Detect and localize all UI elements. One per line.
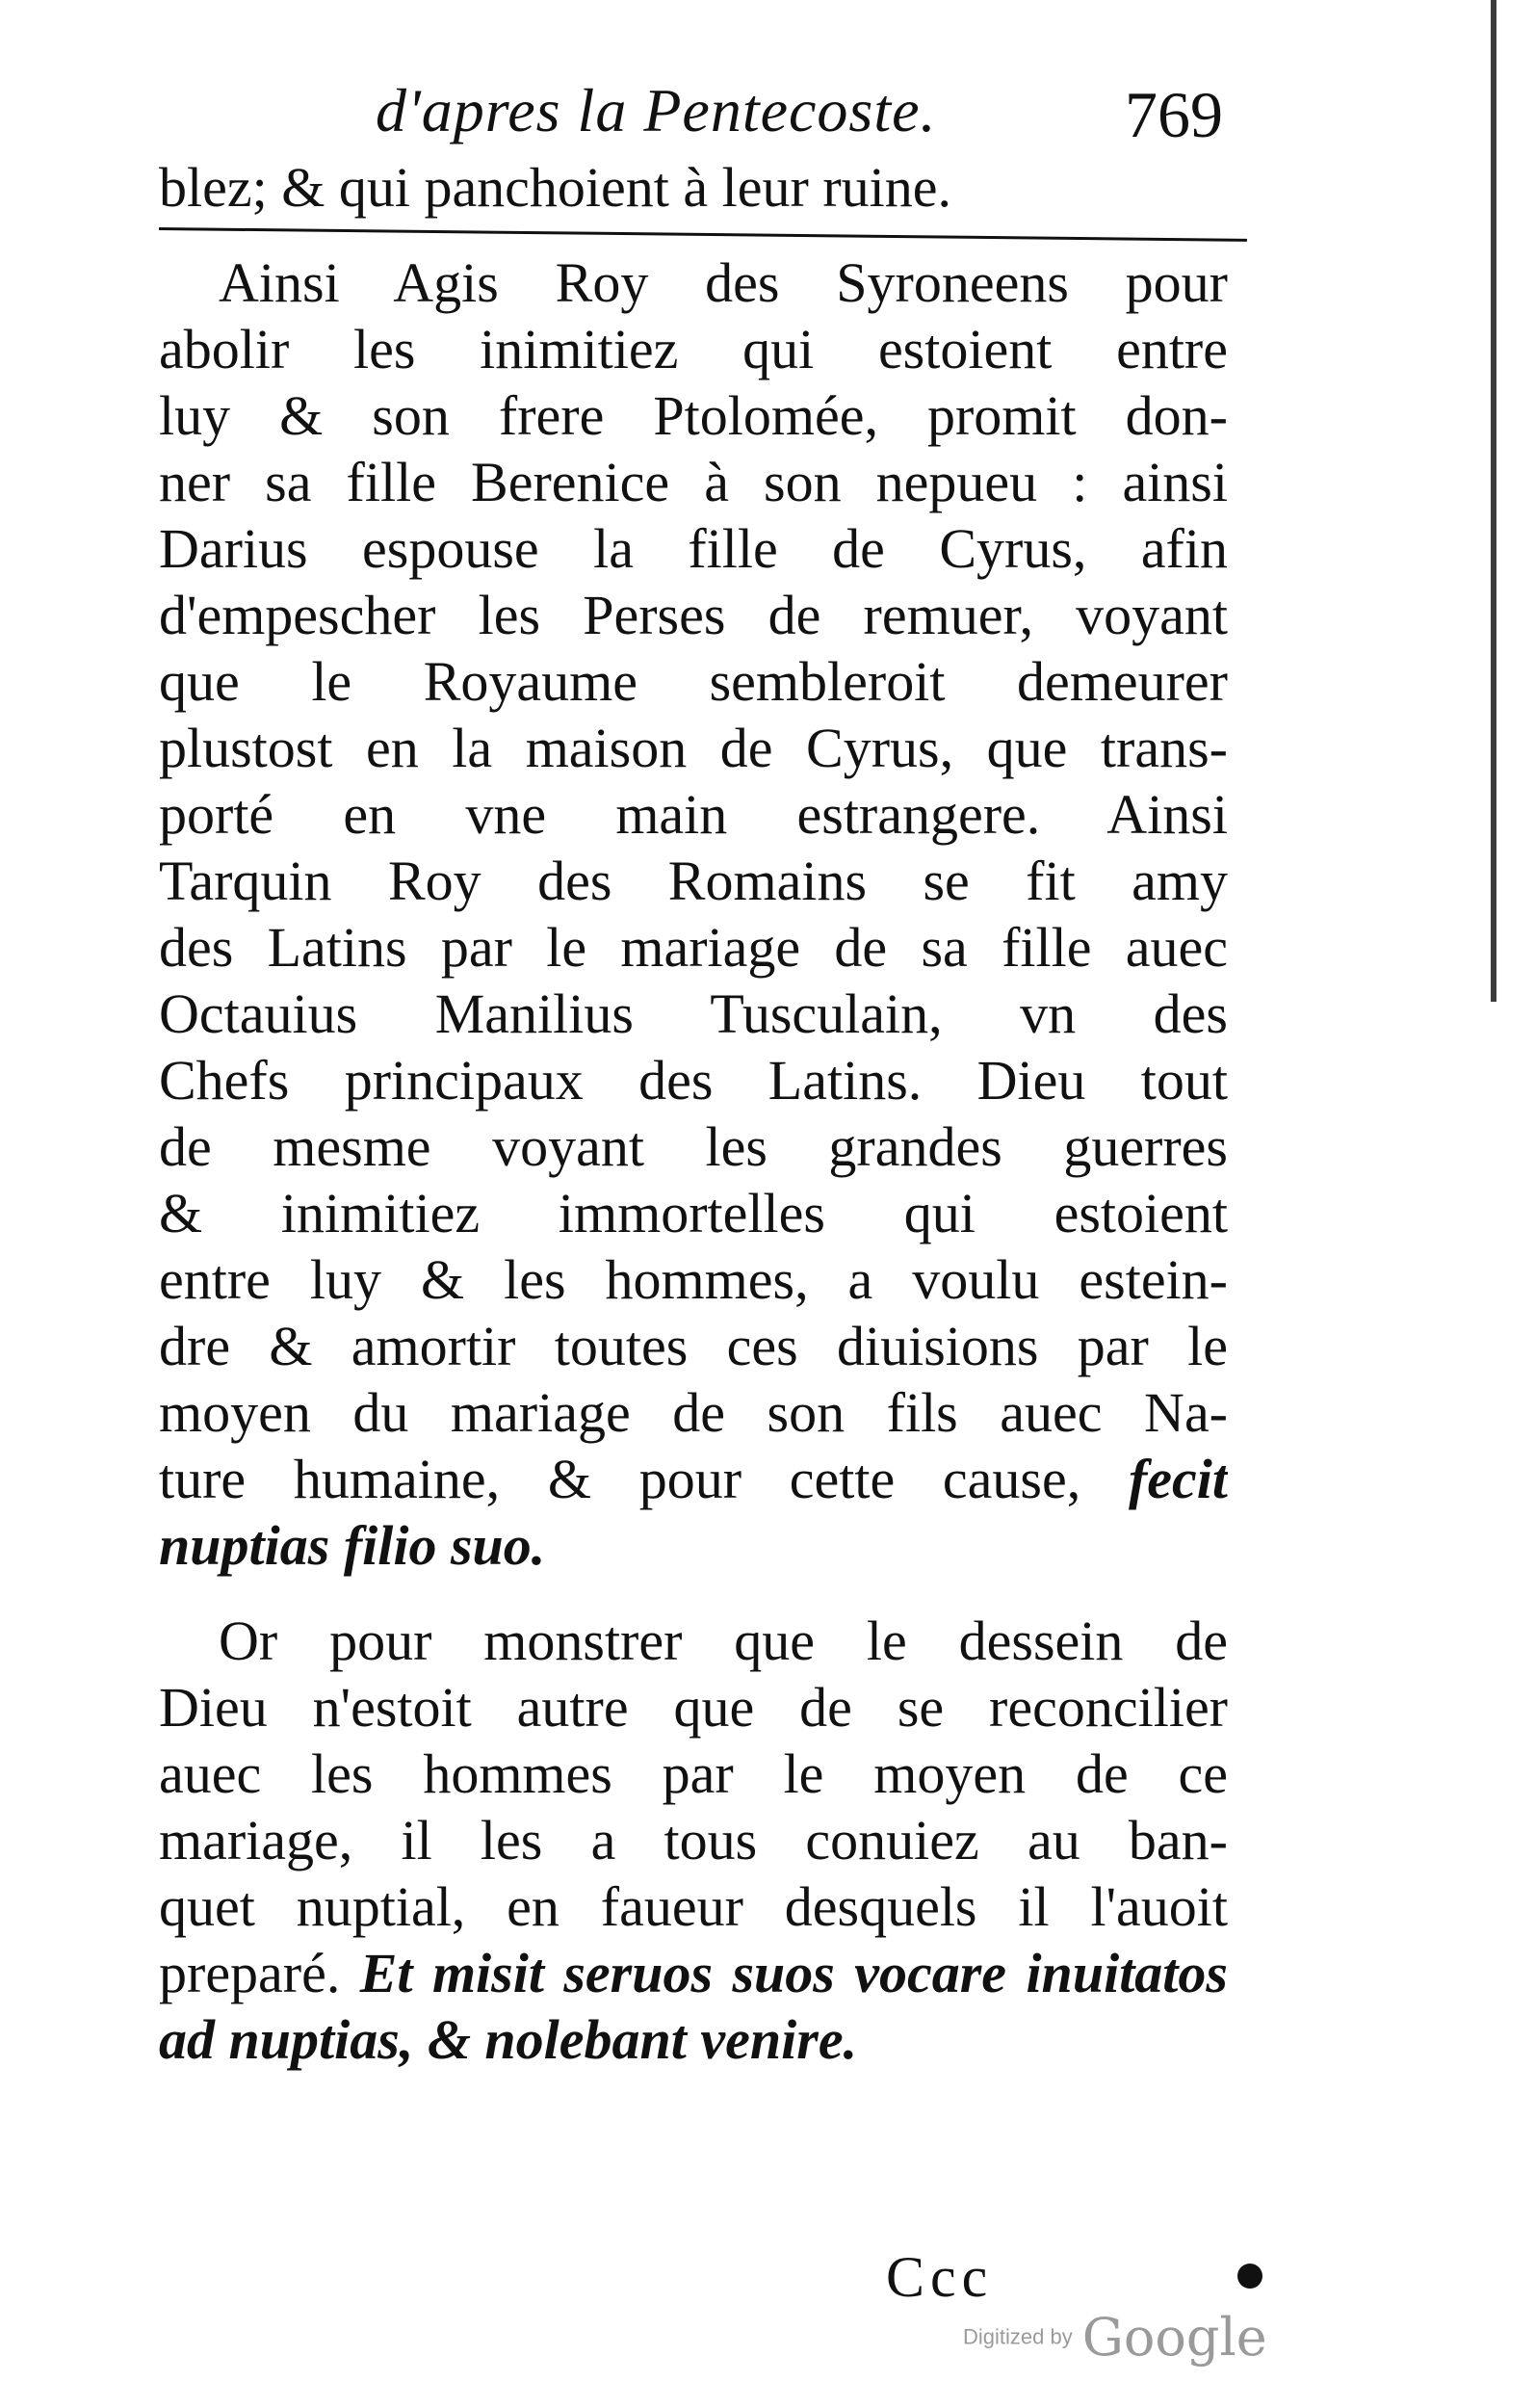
text-line: que le Royaume sembleroit demeurer (159, 650, 1228, 713)
latin-quote: Et misit seruos suos vocare inuitatos (359, 1942, 1228, 2004)
ink-dot (1237, 2264, 1262, 2289)
text-line: porté en vne main estrangere. Ainsi (159, 783, 1228, 846)
text-line: & inimitiez immortelles qui estoient (159, 1182, 1228, 1244)
text-line: Dieu n'estoit autre que de se reconcilier (159, 1676, 1228, 1739)
page-number: 769 (1125, 78, 1223, 151)
latin-inline: fecit (1128, 1448, 1228, 1510)
text-line-with-latin (159, 1446, 1228, 1512)
text-line: luy & son frere Ptolomée, promit don- (159, 384, 1228, 447)
text-line: plustost en la maison de Cyrus, que trans- (159, 717, 1228, 779)
text-line: Or pour monstrer que le dessein de (219, 1610, 1228, 1672)
text-line: de mesme voyant les grandes guerres (159, 1115, 1228, 1178)
text-line: d'empescher les Perses de remuer, voyant (159, 584, 1228, 646)
rule-gap (159, 221, 1228, 249)
text-line: abolir les inimitiez qui estoient entre (159, 318, 1228, 380)
text-line: mariage, il les a tous conuiez au ban- (159, 1809, 1228, 1871)
body-text (159, 154, 1228, 2073)
text-line: dre & amortir toutes ces diuisions par le (159, 1315, 1228, 1377)
signature-mark: Ccc (886, 2245, 994, 2309)
digitization-watermark (963, 2307, 1267, 2368)
text-line: entre luy & les hommes, a voulu estein- (159, 1248, 1228, 1311)
text-line: ner sa fille Berenice à son nepueu : ainsi (159, 451, 1228, 513)
text-line: des Latins par le mariage de sa fille auec (159, 916, 1228, 979)
text-line: moyen du mariage de son fils auec Na- (159, 1381, 1228, 1444)
text-segment: preparé. (159, 1942, 341, 2004)
google-logo-text: Google (1081, 2307, 1267, 2368)
text-line: Tarquin Roy des Romains se fit amy (159, 850, 1228, 912)
text-line: Ainsi Agis Roy des Syroneens pour (219, 251, 1228, 314)
text-line: Darius espouse la fille de Cyrus, afin (159, 517, 1228, 580)
paragraph-gap (159, 1579, 1228, 1608)
latin-quote-end: ad nuptias, & nolebant venire. (159, 2008, 858, 2071)
text-line: auec les hommes par le moyen de ce (159, 1742, 1228, 1805)
watermark-prefix: Digitized by (963, 2324, 1073, 2349)
text-segment: ture humaine, & pour cette cause, (159, 1448, 1081, 1510)
latin-line: nuptias filio suo. (159, 1514, 546, 1577)
text-line: blez; & qui panchoient à leur ruine. (159, 156, 951, 219)
text-line-with-latin (159, 1940, 1228, 2006)
page-header (279, 75, 1223, 162)
text-line: quet nuptial, en faueur desquels il l'auoit (159, 1875, 1228, 1938)
running-head: d'apres la Pentecoste. (376, 76, 937, 144)
text-line: Octauius Manilius Tusculain, vn des (159, 982, 1228, 1045)
page-edge-shadow (1491, 0, 1496, 1002)
text-line: Chefs principaux des Latins. Dieu tout (159, 1049, 1228, 1112)
